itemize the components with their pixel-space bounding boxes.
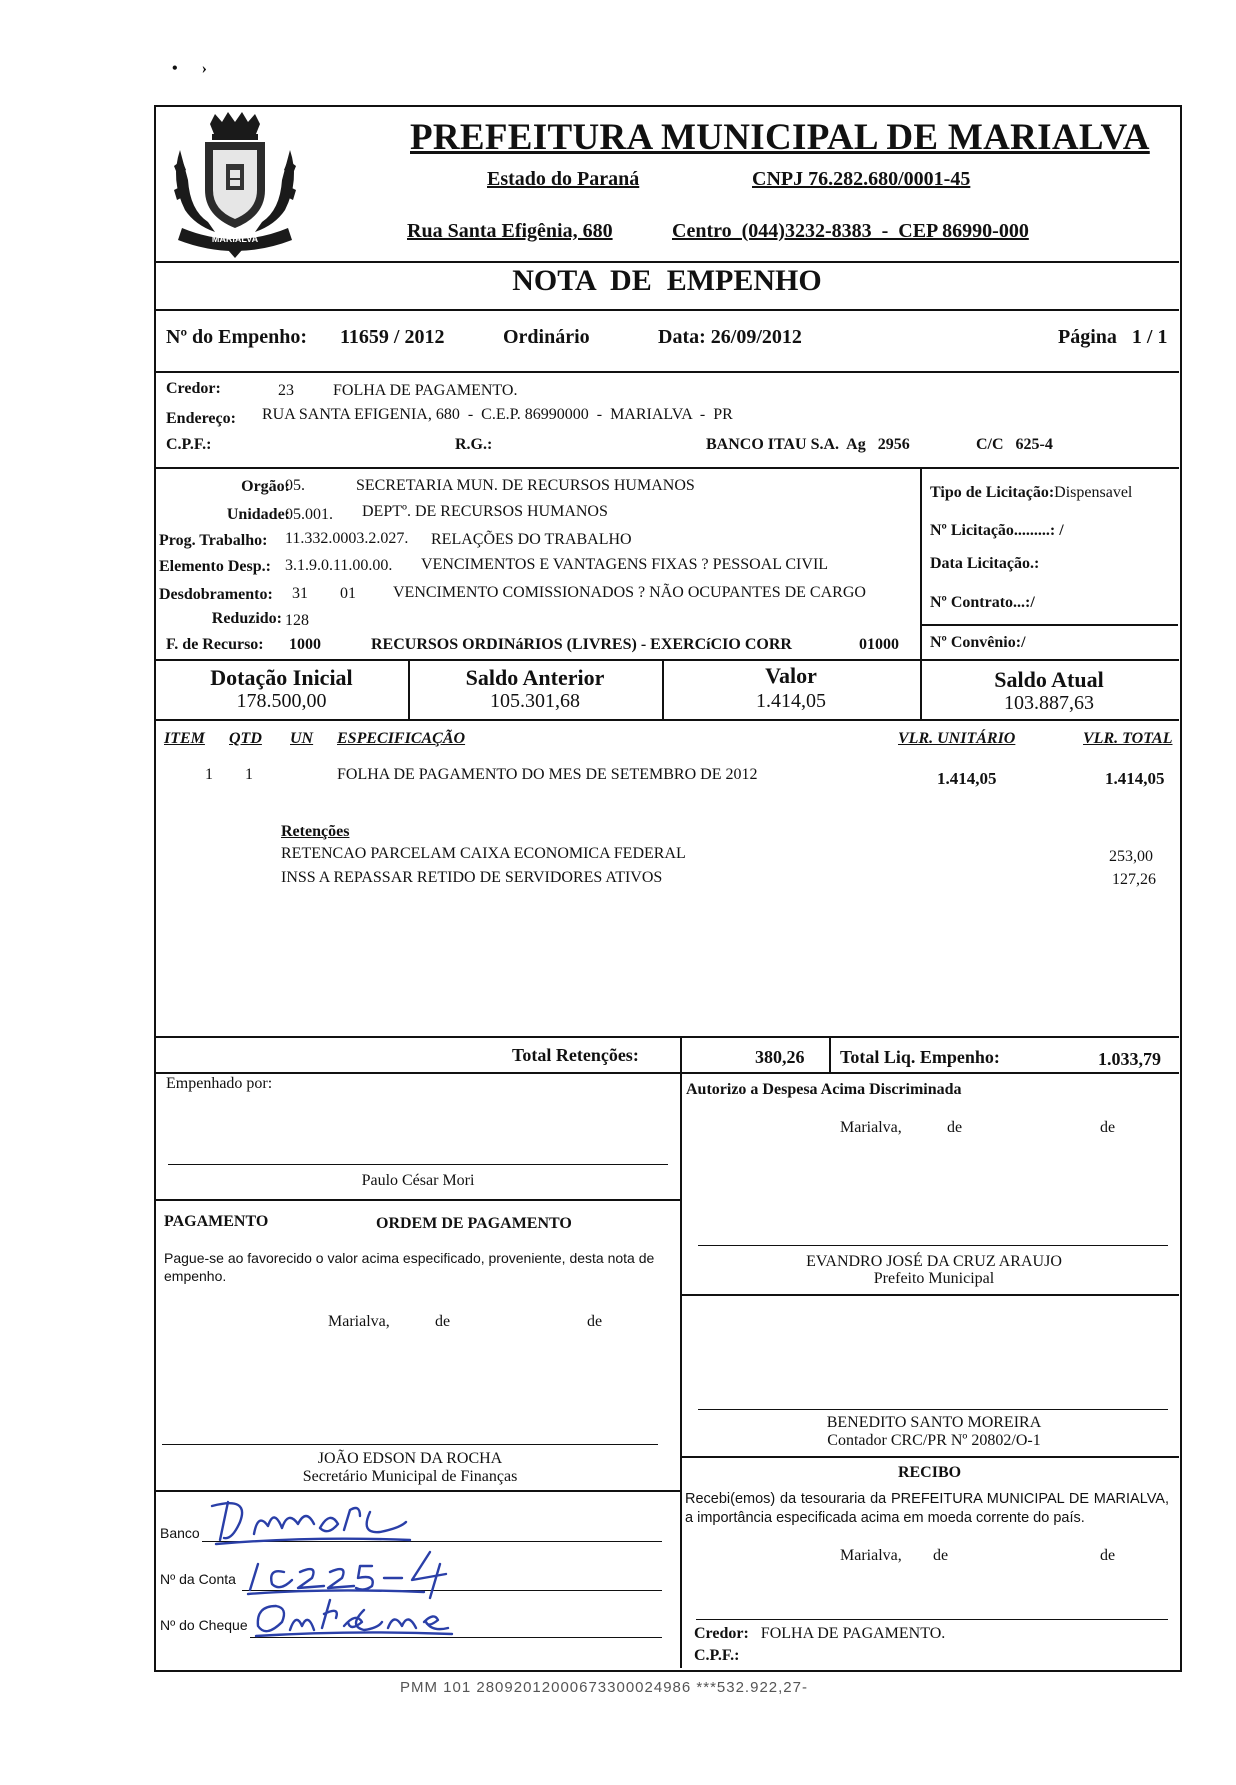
valor-label: Valor xyxy=(765,663,817,688)
unidade-label: Unidade: xyxy=(226,506,290,523)
desdobramento-sub: 01 xyxy=(340,585,356,602)
tipo-licitacao xyxy=(930,484,1132,502)
reduzido-value: 128 xyxy=(285,612,309,629)
elemento-despesa-name: VENCIMENTOS E VANTAGENS FIXAS ? PESSOAL CIVIL xyxy=(421,556,829,573)
cnpj-label: CNPJ 76.282.680/0001-45 xyxy=(752,168,971,190)
recurso-label: F. de Recurso: xyxy=(166,636,264,653)
recibo-credor-value: FOLHA DE PAGAMENTO. xyxy=(760,1625,946,1642)
rg-label: R.G.: xyxy=(455,436,493,453)
item-number: 1 xyxy=(205,766,213,783)
dotacao-inicial-label: Dotação Inicial xyxy=(210,665,353,690)
page-number: Página 1 / 1 xyxy=(1058,326,1168,348)
prefeito-name: EVANDRO JOSÉ DA CRUZ ARAUJO xyxy=(806,1253,1062,1270)
desdobramento-code: 31 xyxy=(292,585,308,602)
empenhado-por-label: Empenhado por: xyxy=(166,1075,273,1092)
credor-name: FOLHA DE PAGAMENTO. xyxy=(333,382,518,399)
pagamento-de-1: de xyxy=(435,1313,451,1330)
recurso-code: 1000 xyxy=(289,636,321,653)
cpf-label: C.P.F.: xyxy=(166,436,212,453)
autorizo-place: Marialva, xyxy=(840,1119,902,1136)
empenhado-por-name: Paulo César Mori xyxy=(361,1172,475,1189)
retencoes-heading: Retenções xyxy=(281,823,350,840)
coat-of-arms-logo xyxy=(160,110,310,260)
document-title: NOTA DE EMPENHO xyxy=(512,264,822,297)
desdobramento-name: VENCIMENTO COMISSIONADOS ? NÃO OCUPANTES DE CARGO xyxy=(393,584,866,601)
state-label: Estado do Paraná xyxy=(487,168,640,190)
col-item-header: ITEM xyxy=(164,730,205,747)
col-un-header: UN xyxy=(290,730,314,747)
cheque-field-label: Nº do Cheque xyxy=(160,1617,248,1633)
footer-barcode-text: PMM 101 28092012000673300024986 ***532.922,27- xyxy=(400,1679,808,1696)
prog-trabalho-label: Prog. Trabalho: xyxy=(159,532,268,549)
page-title: PREFEITURA MUNICIPAL DE MARIALVA xyxy=(410,117,1150,158)
reduzido-label: Reduzido: xyxy=(211,610,282,627)
banco-handwritten-signature xyxy=(210,1494,440,1550)
empenho-date: Data: 26/09/2012 xyxy=(658,326,802,348)
retencao-value-2: 127,26 xyxy=(1112,871,1156,888)
empenho-type: Ordinário xyxy=(503,326,590,348)
total-retencoes-value: 380,26 xyxy=(755,1047,805,1067)
retencao-value-1: 253,00 xyxy=(1109,848,1153,865)
unidade-name: DEPTº. DE RECURSOS HUMANOS xyxy=(362,503,608,520)
pagamento-de-2: de xyxy=(587,1313,603,1330)
tipo-licitacao-label: Tipo de Licitação: xyxy=(930,484,1055,501)
prog-trabalho-code: 11.332.0003.2.027. xyxy=(285,530,409,547)
desdobramento-label: Desdobramento: xyxy=(159,586,273,603)
orgao-label: Orgão: xyxy=(241,478,290,495)
orgao-code: 05. xyxy=(285,477,305,494)
endereco: RUA SANTA EFIGENIA, 680 - C.E.P. 86990000 - MARIALVA - PR xyxy=(262,406,733,423)
autorizo-de-1: de xyxy=(947,1119,963,1136)
recibo-title: RECIBO xyxy=(897,1464,962,1481)
autorizo-de-2: de xyxy=(1100,1119,1116,1136)
district-phone-cep: Centro (044)3232-8383 - CEP 86990-000 xyxy=(672,220,1029,242)
unidade-code: 05.001. xyxy=(285,506,333,523)
total-retencoes-label: Total Retenções: xyxy=(512,1045,639,1065)
empenho-number-label: Nº do Empenho: xyxy=(166,326,308,348)
dotacao-inicial-value: 178.500,00 xyxy=(236,690,327,712)
recibo-de-1: de xyxy=(933,1547,949,1564)
retencao-desc-2: INSS A REPASSAR RETIDO DE SERVIDORES ATIVOS xyxy=(281,869,663,886)
total-liquido-label: Total Liq. Empenho: xyxy=(840,1047,1000,1067)
conta-field-label: Nº da Conta xyxy=(160,1571,236,1587)
recurso-name: RECURSOS ORDINáRIOS (LIVRES) - EXERCíCIO CORR xyxy=(371,636,792,653)
autorizo-title: Autorizo a Despesa Acima Discriminada xyxy=(686,1081,962,1098)
ordem-pagamento-label: ORDEM DE PAGAMENTO xyxy=(376,1215,572,1232)
saldo-atual-value: 103.887,63 xyxy=(1004,692,1094,714)
pagamento-place: Marialva, xyxy=(328,1313,390,1330)
saldo-atual-label: Saldo Atual xyxy=(994,667,1104,692)
conta-corrente: C/C 625-4 xyxy=(976,436,1053,453)
total-liquido-value: 1.033,79 xyxy=(1098,1049,1161,1069)
crest-banner-text: MARIALVA xyxy=(211,234,259,244)
numero-licitacao: Nº Licitação.........: / xyxy=(930,522,1064,539)
item-espec: FOLHA DE PAGAMENTO DO MES DE SETEMBRO DE 2012 xyxy=(337,766,758,783)
item-total-value: 1.414,05 xyxy=(1105,769,1165,788)
orgao-name: SECRETARIA MUN. DE RECURSOS HUMANOS xyxy=(356,477,695,494)
elemento-despesa-label: Elemento Desp.: xyxy=(159,558,271,575)
saldo-anterior-value: 105.301,68 xyxy=(490,690,580,712)
address-label: Rua Santa Efigênia, 680 xyxy=(407,220,613,242)
banco-info: BANCO ITAU S.A. Ag 2956 xyxy=(706,436,910,453)
numero-convenio: Nº Convênio:/ xyxy=(930,634,1026,651)
empenho-number: 11659 / 2012 xyxy=(340,326,445,348)
elemento-despesa-code: 3.1.9.0.11.00.00. xyxy=(285,557,393,574)
item-unit-value: 1.414,05 xyxy=(937,769,997,788)
recibo-cpf-label: C.P.F.: xyxy=(694,1647,740,1664)
recibo-credor xyxy=(694,1625,945,1643)
saldo-anterior-label: Saldo Anterior xyxy=(465,665,605,690)
valor-value: 1.414,05 xyxy=(756,690,826,712)
col-total-header: VLR. TOTAL xyxy=(1083,730,1173,747)
col-qtd-header: QTD xyxy=(229,730,262,747)
recibo-text: Recebi(emos) da tesouraria da PREFEITURA MUNICIPAL DE MARIALVA, a importância especificada acima em moeda corrente do país. xyxy=(685,1491,1169,1526)
banco-field-label: Banco xyxy=(160,1525,200,1541)
recibo-credor-label: Credor: xyxy=(694,1625,749,1642)
prefeito-role: Prefeito Municipal xyxy=(873,1270,995,1287)
contador-role: Contador CRC/PR Nº 20802/O-1 xyxy=(827,1432,1041,1449)
contador-name: BENEDITO SANTO MOREIRA xyxy=(826,1414,1042,1431)
credor-code: 23 xyxy=(278,382,294,399)
recibo-de-2: de xyxy=(1100,1547,1116,1564)
cheque-handwritten-text xyxy=(252,1592,472,1642)
pagamento-text: Pague-se ao favorecido o valor acima especificado, proveniente, desta nota de empenho. xyxy=(164,1250,655,1284)
retencao-desc-1: RETENCAO PARCELAM CAIXA ECONOMICA FEDERAL xyxy=(281,845,686,862)
pagamento-label: PAGAMENTO xyxy=(164,1213,269,1230)
numero-contrato: Nº Contrato...:/ xyxy=(930,594,1035,611)
col-espec-header: ESPECIFICAÇÃO xyxy=(337,730,466,747)
col-unit-header: VLR. UNITÁRIO xyxy=(898,730,1016,747)
credor-label: Credor: xyxy=(166,380,221,397)
endereco-label: Endereço: xyxy=(166,410,236,427)
secretario-name: JOÃO EDSON DA ROCHA xyxy=(317,1450,503,1467)
scan-mark: • › xyxy=(172,60,207,77)
prog-trabalho-name: RELAÇÕES DO TRABALHO xyxy=(431,531,632,548)
item-qtd: 1 xyxy=(245,766,253,783)
recurso-number: 01000 xyxy=(859,636,899,653)
recibo-place: Marialva, xyxy=(840,1547,902,1564)
tipo-licitacao-value: Dispensavel xyxy=(1054,484,1133,501)
secretario-role: Secretário Municipal de Finanças xyxy=(302,1468,518,1485)
data-licitacao: Data Licitação.: xyxy=(930,555,1040,572)
